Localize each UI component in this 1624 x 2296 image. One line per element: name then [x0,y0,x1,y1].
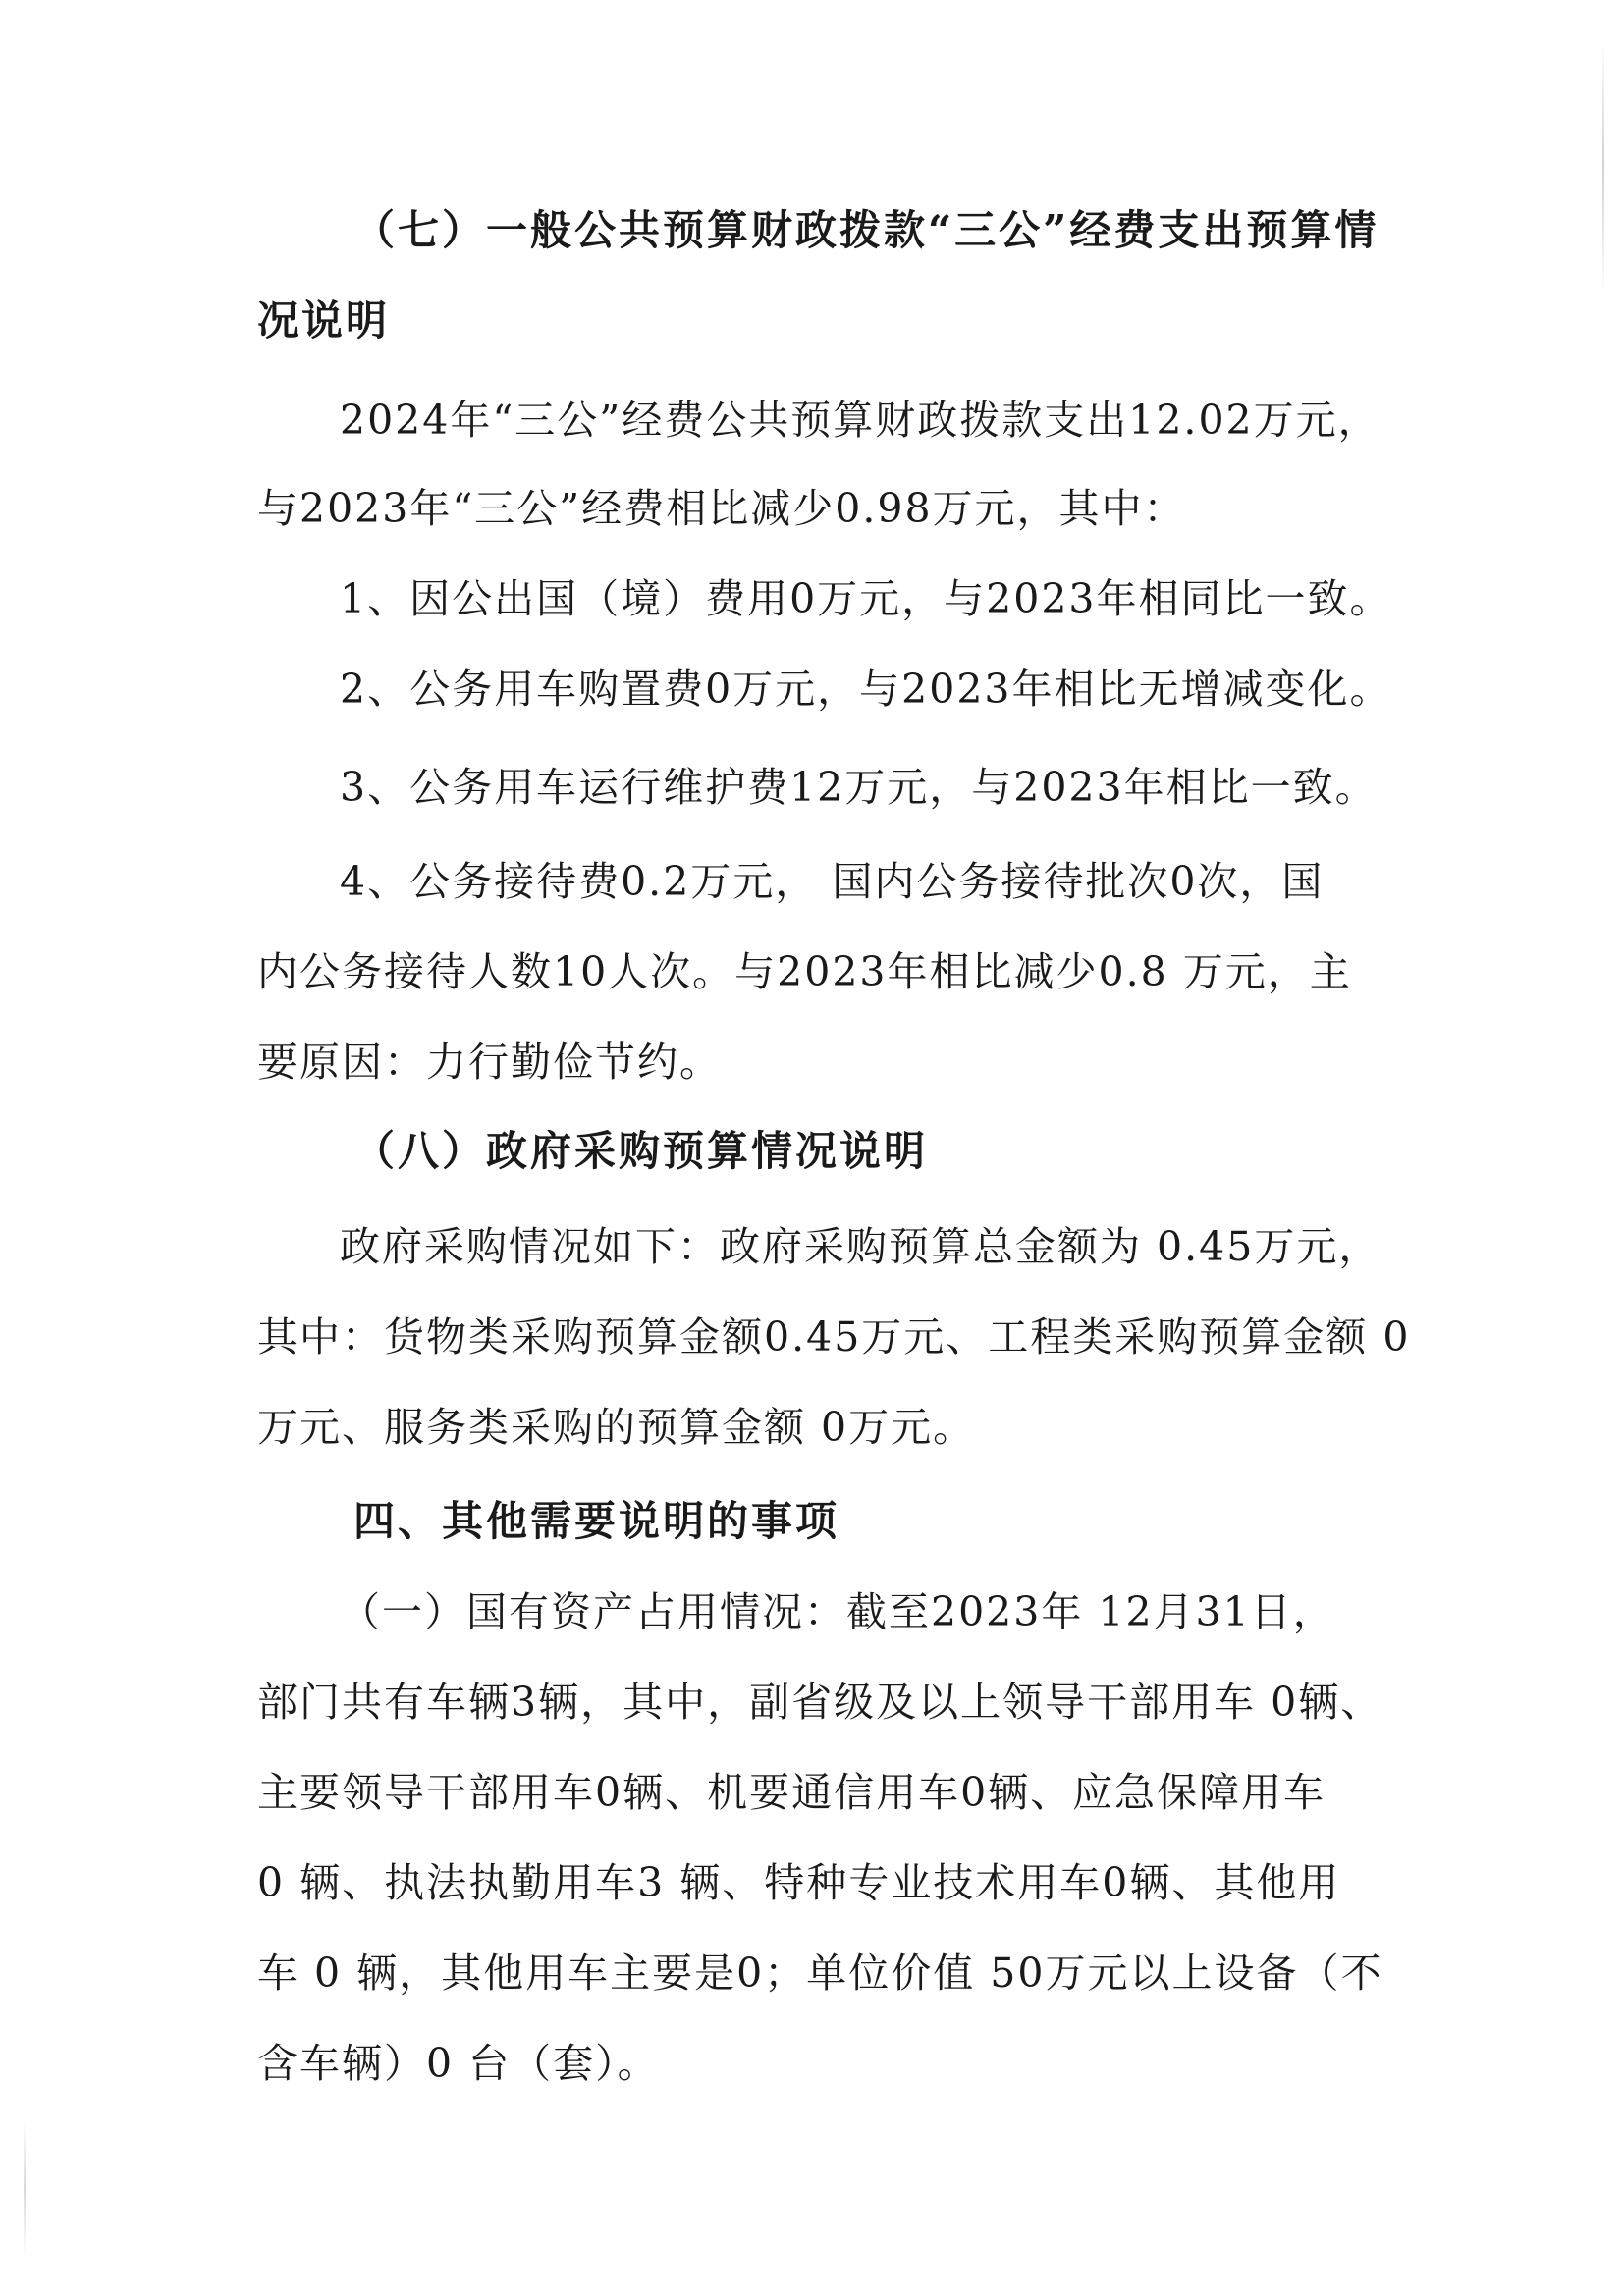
section-4-paragraph-line-4: 0 辆、执法执勤用车3 辆、特种专业技术用车0辆、其他用 [257,1859,1341,1906]
section-8-heading: （八）政府采购预算情况说明 [353,1127,929,1175]
section-4-paragraph-line-3: 主要领导干部用车0辆、机要通信用车0辆、应急保障用车 [257,1769,1326,1816]
section-7-paragraph-line-2: 与2023年“三公”经费相比减少0.98万元，其中： [257,485,1186,532]
section-4-paragraph-line-1: （一）国有资产占用情况：截至2023年 12月31日， [340,1588,1335,1635]
section-7-item-4-line-3: 要原因：力行勤俭节约。 [257,1039,722,1086]
scan-edge-mark [24,2120,26,2258]
section-7-item-4-line-2: 内公务接待人数10人次。与2023年相比减少0.8 万元，主 [257,948,1352,995]
section-7-heading-line-1: （七）一般公共预算财政拨款“三公”经费支出预算情 [353,206,1380,254]
section-7-item-1: 1、因公出国（境）费用0万元，与2023年相同比一致。 [340,575,1392,622]
section-7-heading-line-2: 况说明 [257,296,391,345]
section-7-item-2: 2、公务用车购置费0万元，与2023年相比无增减变化。 [340,666,1392,713]
section-8-paragraph-line-3: 万元、服务类采购的预算金额 0万元。 [257,1404,976,1451]
section-4-paragraph-line-5: 车 0 辆，其他用车主要是0；单位价值 50万元以上设备（不 [257,1949,1383,1997]
section-4-heading: 四、其他需要说明的事项 [353,1497,840,1545]
section-4-paragraph-line-2: 部门共有车辆3辆，其中，副省级及以上领导干部用车 0辆、 [257,1679,1383,1726]
scan-edge-mark [1602,39,1604,294]
section-8-paragraph-line-2: 其中：货物类采购预算金额0.45万元、工程类采购预算金额 0 [257,1313,1411,1361]
section-4-paragraph-line-6: 含车辆）0 台（套）。 [257,2040,660,2087]
section-7-item-3: 3、公务用车运行维护费12万元，与2023年相比一致。 [340,764,1378,811]
section-8-paragraph-line-1: 政府采购情况如下：政府采购预算总金额为 0.45万元， [340,1223,1381,1270]
section-7-item-4-line-1: 4、公务接待费0.2万元， 国内公务接待批次0次，国 [340,858,1325,905]
section-7-paragraph-line-1: 2024年“三公”经费公共预算财政拨款支出12.02万元， [340,397,1380,444]
